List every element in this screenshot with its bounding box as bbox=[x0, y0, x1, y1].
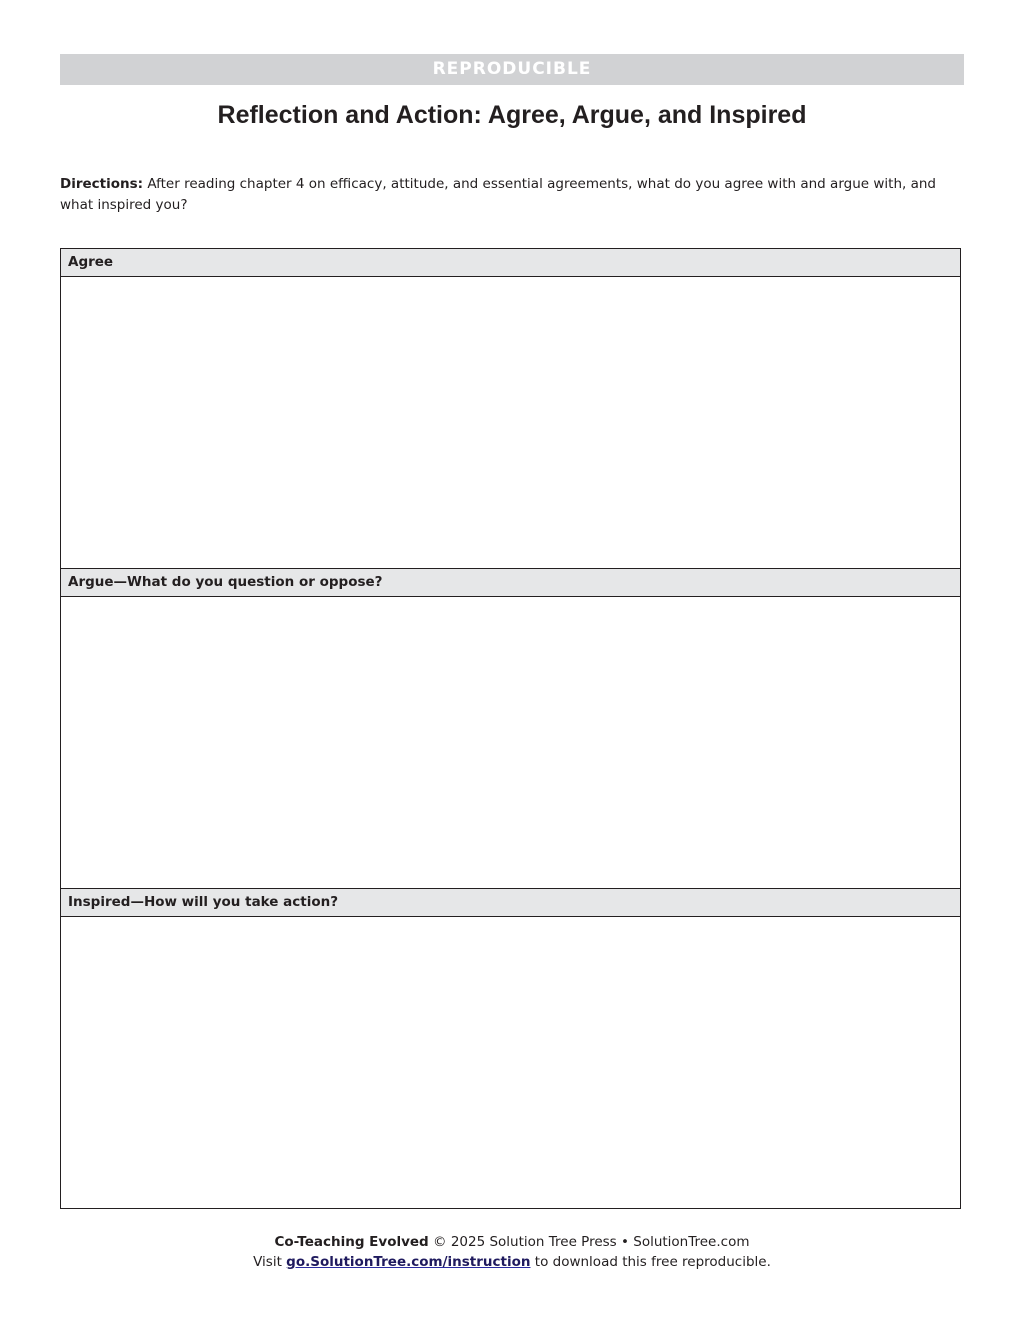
section-inspired bbox=[61, 889, 960, 1208]
footer-copyright: © 2025 Solution Tree Press • SolutionTree.com bbox=[428, 1234, 750, 1250]
directions-text: After reading chapter 4 on efficacy, attitude, and essential agreements, what do you agree with and argue with, and what inspired you? bbox=[60, 176, 936, 213]
footer-book-title: Co-Teaching Evolved bbox=[274, 1234, 429, 1250]
page-title: Reflection and Action: Agree, Argue, and Inspired bbox=[217, 101, 807, 129]
section-writing-area-argue[interactable] bbox=[61, 597, 960, 889]
response-table bbox=[60, 248, 961, 1209]
section-writing-area-inspired[interactable] bbox=[61, 917, 960, 1208]
footer-visit-line bbox=[60, 1252, 964, 1272]
footer-visit-prefix: Visit bbox=[253, 1254, 287, 1270]
page-footer bbox=[60, 1232, 964, 1272]
section-header-inspired: Inspired—How will you take action? bbox=[61, 889, 960, 917]
section-header-argue: Argue—What do you question or oppose? bbox=[61, 569, 960, 597]
directions-label: Directions: bbox=[60, 176, 144, 192]
section-argue bbox=[61, 569, 960, 889]
section-writing-area-agree[interactable] bbox=[61, 277, 960, 569]
section-agree bbox=[61, 249, 960, 569]
banner-label: REPRODUCIBLE bbox=[432, 59, 592, 79]
reproducible-banner bbox=[60, 54, 964, 85]
section-header-agree: Agree bbox=[61, 249, 960, 277]
footer-copyright-line bbox=[60, 1232, 964, 1252]
footer-visit-suffix: to download this free reproducible. bbox=[530, 1254, 771, 1270]
footer-download-link[interactable]: go.SolutionTree.com/instruction bbox=[286, 1254, 531, 1270]
directions bbox=[60, 174, 940, 216]
